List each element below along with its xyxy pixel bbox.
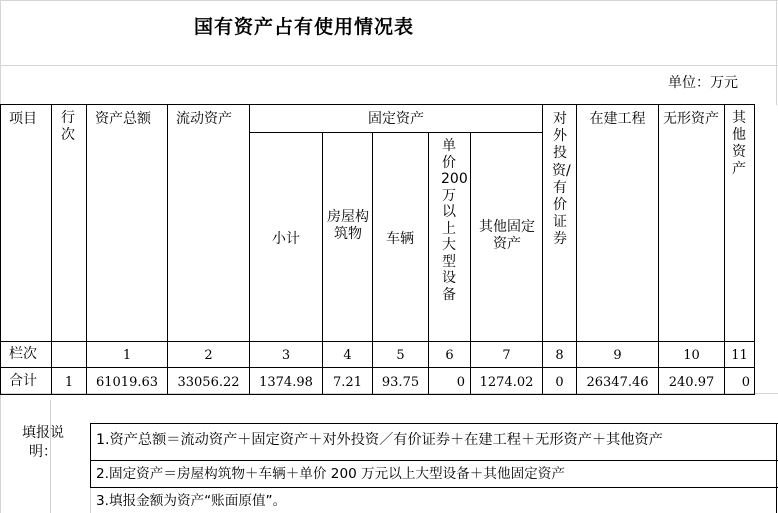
column-number: 2 — [204, 348, 213, 363]
header-fixed-assets: 固定资产 — [368, 111, 424, 127]
header-intangible: 无形资产 — [663, 111, 719, 127]
header-large-equipment: 单价200万以上大型设备 — [441, 138, 468, 303]
column-number: 9 — [613, 348, 622, 363]
note-item: 1.资产总额＝流动资产＋固定资产＋对外投资／有价证券＋在建工程＋无形资产＋其他资产 — [96, 432, 663, 448]
note-item: 3.填报金额为资产“账面原值”。 — [96, 493, 287, 509]
notes-label: 填报说明： — [22, 425, 64, 460]
column-number: 8 — [555, 348, 564, 363]
unit-label: 单位：万元 — [668, 75, 738, 91]
total-cell: 0 — [741, 375, 750, 390]
header-total-assets: 资产总额 — [95, 111, 151, 127]
total-cell: 61019.63 — [95, 375, 159, 390]
header-subtotal: 小计 — [272, 231, 300, 247]
header-buildings: 房屋构筑物 — [327, 209, 369, 242]
total-cell: 7.21 — [333, 375, 362, 390]
column-number: 6 — [445, 348, 454, 363]
column-number: 11 — [731, 348, 748, 363]
total-cell: 240.97 — [668, 375, 715, 390]
header-current-assets: 流动资产 — [176, 111, 232, 127]
total-cell: 0 — [456, 375, 465, 390]
header-vehicles: 车辆 — [386, 231, 414, 247]
table-borders — [0, 104, 778, 513]
header-other-fixed: 其他固定资产 — [479, 219, 535, 252]
column-number: 4 — [343, 348, 352, 363]
header-item: 项目 — [9, 111, 37, 127]
header-row-no: 行次 — [61, 110, 75, 143]
column-number: 5 — [396, 348, 405, 363]
column-number: 3 — [281, 348, 291, 363]
header-external-investment: 对外投资/有价证券 — [552, 111, 571, 248]
total-row-label: 合计 — [9, 373, 37, 389]
total-cell: 1274.02 — [479, 375, 534, 390]
column-index-label: 栏次 — [9, 346, 37, 362]
column-number: 10 — [683, 348, 700, 363]
header-other-assets: 其他资产 — [732, 110, 746, 177]
total-row-no: 1 — [64, 375, 74, 390]
total-cell: 0 — [555, 375, 564, 390]
total-cell: 33056.22 — [177, 375, 240, 390]
column-number: 7 — [502, 348, 511, 363]
header-construction: 在建工程 — [589, 111, 646, 127]
page-title: 国有资产占有使用情况表 — [194, 16, 415, 38]
column-number: 1 — [122, 348, 132, 363]
total-cell: 93.75 — [381, 375, 420, 390]
total-cell: 26347.46 — [586, 375, 649, 390]
total-cell: 1374.98 — [259, 375, 313, 390]
note-item: 2.固定资产＝房屋构筑物＋车辆＋单价 200 万元以上大型设备＋其他固定资产 — [96, 466, 565, 482]
